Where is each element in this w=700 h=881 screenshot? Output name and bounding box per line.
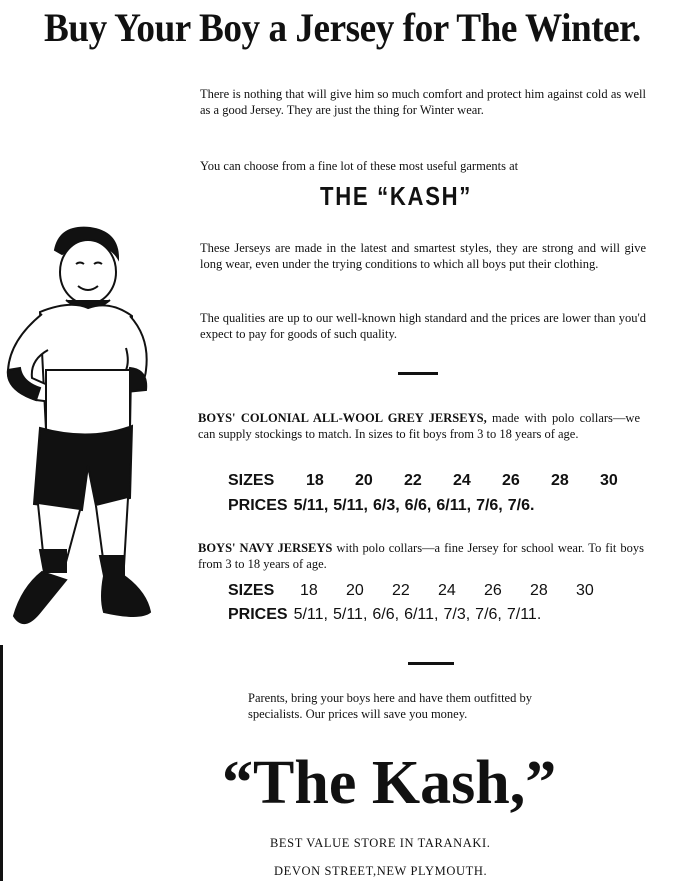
size-cell: 30	[576, 582, 594, 599]
price-cell: 7/11.	[506, 606, 542, 623]
qualities-paragraph: The qualities are up to our well-known high standard and the prices are lower than you'd expect to pay for goods of such quality.	[200, 311, 646, 341]
price-cell: 5/11,	[293, 497, 329, 514]
price-cell: 5/11,	[333, 497, 368, 514]
product1-description	[198, 410, 640, 442]
product2-description	[198, 540, 644, 572]
store-name-large: “The Kash,”	[222, 749, 557, 817]
sizes-label: SIZES	[228, 472, 275, 489]
size-cell: 18	[306, 472, 324, 489]
price-cell: 6/6,	[404, 497, 432, 514]
price-cell: 6/3,	[372, 497, 400, 514]
size-cell: 20	[346, 582, 364, 599]
divider-rule	[398, 372, 438, 375]
parents-paragraph: Parents, bring your boys here and have them outfitted by specialists. Our prices will save you money.	[248, 691, 532, 721]
size-cell: 20	[355, 472, 373, 489]
size-cell: 26	[484, 582, 502, 599]
prices-label: PRICES	[228, 606, 288, 623]
size-cell: 28	[530, 582, 548, 599]
price-cell: 6/11,	[436, 497, 472, 514]
price-cell: 7/6.	[507, 497, 535, 514]
price-cell: 6/6,	[372, 606, 400, 623]
size-cell: 30	[600, 472, 618, 489]
product2-prices-row	[228, 606, 541, 624]
price-cell: 5/11,	[293, 606, 328, 623]
product1-sizes-row	[228, 472, 618, 490]
price-cell: 7/6,	[475, 606, 502, 623]
size-cell: 24	[453, 472, 471, 489]
size-cell: 18	[300, 582, 318, 599]
product2-desc: with polo collars—a fine Jersey for school wear. To fit boys from 3 to 18 years of age.	[198, 541, 644, 571]
size-cell: 26	[502, 472, 520, 489]
sizes-label: SIZES	[228, 582, 275, 599]
store-name-small: THE “KASH”	[320, 181, 473, 211]
intro-paragraph: There is nothing that will give him so much comfort and protect him against cold as well as a good Jersey. They are just the thing for Winter wear.	[200, 87, 646, 117]
product1-title: BOYS' COLONIAL ALL-WOOL GREY JERSEYS,	[198, 411, 487, 425]
address-line: DEVON STREET,NEW PLYMOUTH.	[274, 864, 488, 878]
size-cell: 28	[551, 472, 569, 489]
product2-title: BOYS' NAVY JERSEYS	[198, 541, 333, 555]
boy-illustration	[0, 220, 160, 640]
styles-paragraph: These Jerseys are made in the latest and smartest styles, they are strong and will give long wear, even under the trying conditions to which all boys put their clothing.	[200, 241, 646, 271]
column-rule	[0, 645, 3, 881]
price-cell: 7/6,	[476, 497, 503, 514]
prices-label: PRICES	[228, 497, 288, 514]
product2-sizes-row	[228, 582, 594, 600]
size-cell: 24	[438, 582, 456, 599]
best-value-line: BEST VALUE STORE IN TARANAKI.	[270, 836, 491, 850]
price-cell: 5/11,	[332, 606, 368, 623]
size-cell: 22	[404, 472, 422, 489]
divider-rule	[408, 662, 454, 665]
price-cell: 6/11,	[404, 606, 439, 623]
product1-prices-row	[228, 497, 534, 515]
price-cell: 7/3,	[443, 606, 471, 623]
product1-desc: made with polo collars—we can supply stockings to match. In sizes to fit boys from 3 to 18 years of age.	[198, 411, 640, 441]
headline: Buy Your Boy a Jersey for The Winter.	[44, 5, 641, 50]
choose-line: You can choose from a fine lot of these most useful garments at	[200, 159, 519, 173]
size-cell: 22	[392, 582, 410, 599]
